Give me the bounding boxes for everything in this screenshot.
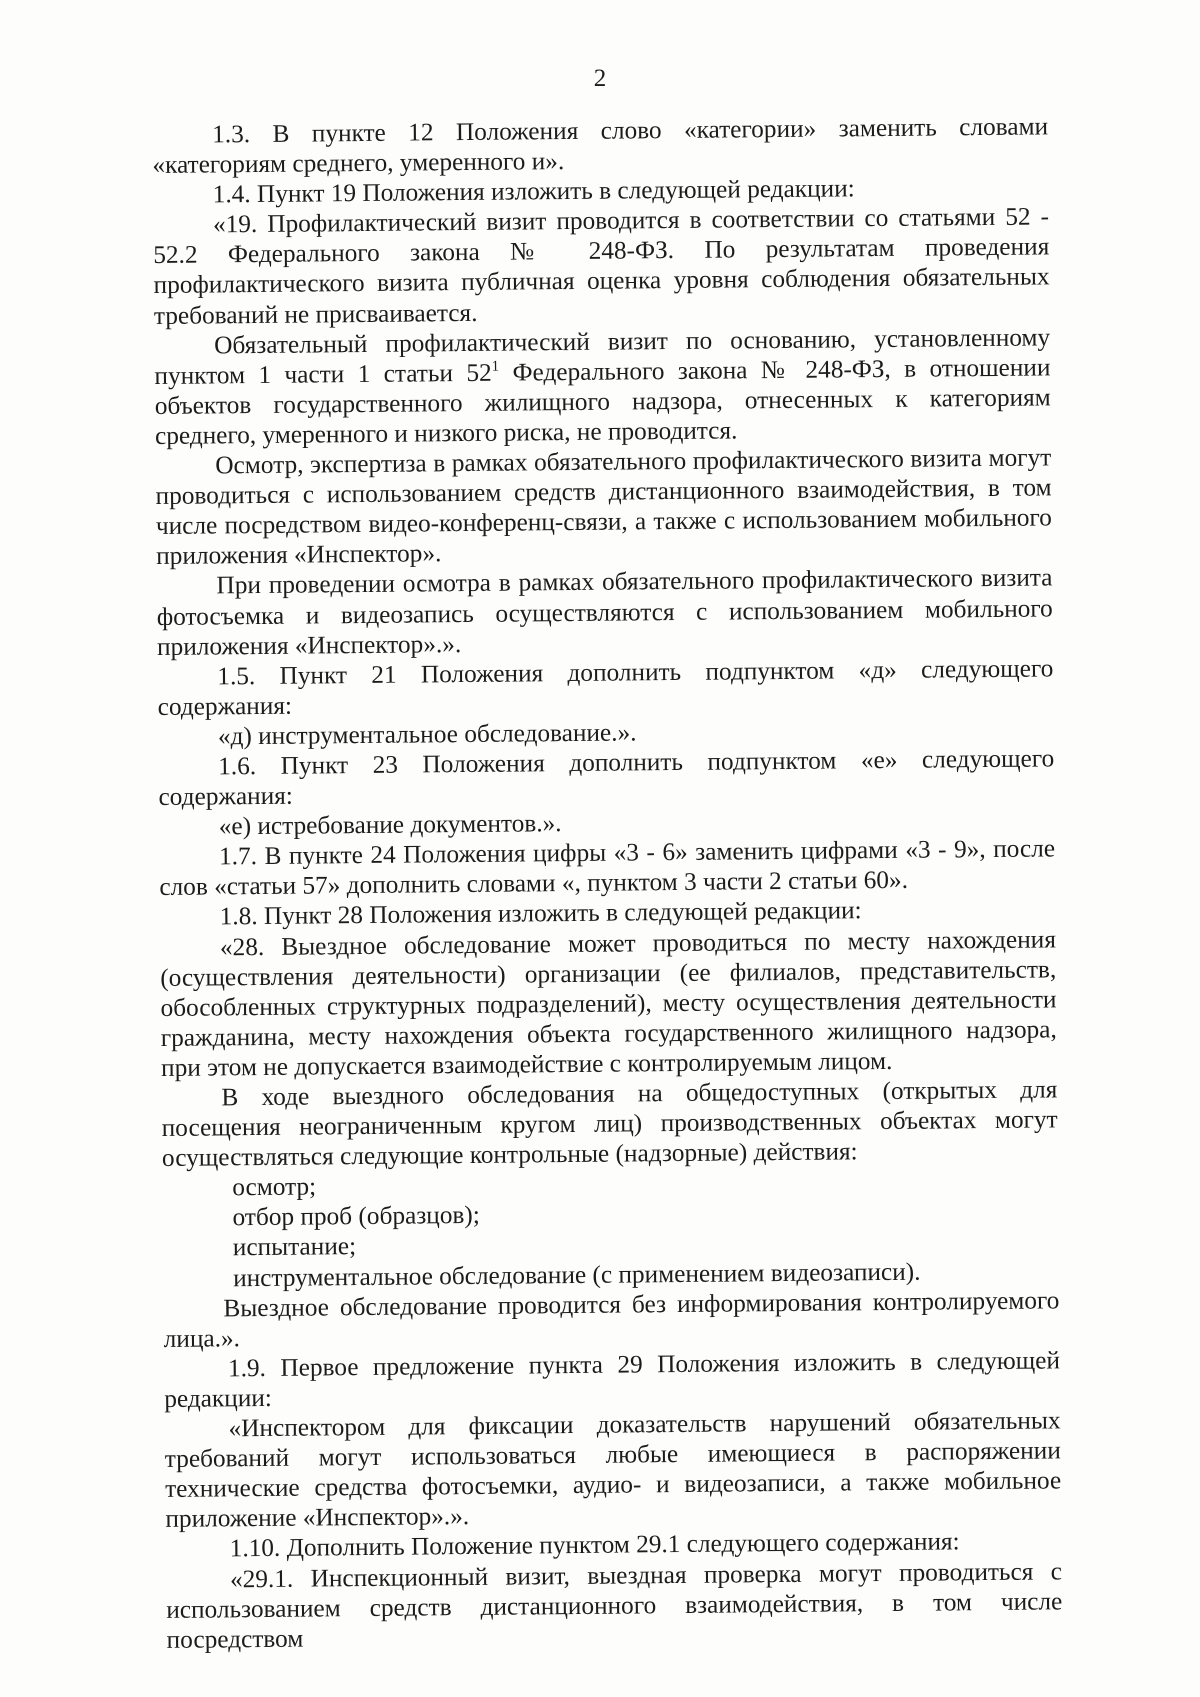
paragraph-inspection-remote: Осмотр, экспертиза в рамках обязательного профилактического визита могут проводиться с использованием средств дистанционного взаимодействия, в том числе посредством видео-конференц-связи, а также с использованием мобильного приложения «Инспектор». bbox=[155, 443, 1052, 571]
list-item-testing: испытание; bbox=[232, 1232, 357, 1262]
list-item-inspection: осмотр; bbox=[232, 1172, 317, 1202]
paragraph-subitem-e: «е) истребование документов.». bbox=[218, 809, 562, 841]
paragraph-1-3: 1.3. В пункте 12 Положения слово «категории» заменить словами «категориям среднего, умеренного и». bbox=[152, 112, 1049, 180]
paragraph-1-7: 1.7. В пункте 24 Положения цифры «3 - 6» заменить цифрами «3 - 9», после слов «статьи 57» дополнить словами «, пунктом 3 части 2 статьи 60». bbox=[159, 834, 1056, 902]
paragraph-item-19: «19. Профилактический визит проводится в соответствии со статьями 52 - 52.2 Федерального закона № 248-ФЗ. По результатам проведения профилактического визита публичная оценка уровня соблюдения обязательных требований не присваивается. bbox=[153, 202, 1050, 330]
list-item-sampling: отбор проб (образцов); bbox=[232, 1201, 480, 1232]
paragraph-1-9: 1.9. Первое предложение пункта 29 Положения изложить в следующей редакции: bbox=[164, 1346, 1061, 1413]
list-item-instrumental-survey: инструментальное обследование (с применением видеозаписи). bbox=[232, 1257, 921, 1292]
paragraph-subitem-d: «д) инструментальное обследование.». bbox=[217, 718, 637, 751]
paragraph-1-4: 1.4. Пункт 19 Положения изложить в следующей редакции: bbox=[212, 174, 855, 209]
paragraph-item-29-1: «29.1. Инспекционный визит, выездная проверка могут проводиться с использованием средств дистанционного взаимодействия, в том числе посредством bbox=[166, 1556, 1063, 1654]
paragraph-inspector-evidence: «Инспектором для фиксации доказательств нарушений обязательных требований могут использоваться любые имеющиеся в распоряжении технические средства фотосъемки, аудио- и видеозаписи, а также мобильное приложение «Инспектор».». bbox=[164, 1406, 1062, 1534]
paragraph-photo-video: При проведении осмотра в рамках обязательного профилактического визита фотосъемка и видеозапись осуществляются с использованием мобильного приложения «Инспектор».». bbox=[156, 563, 1053, 661]
document-body bbox=[152, 111, 1063, 1654]
paragraph-mandatory-visit bbox=[154, 322, 1051, 451]
paragraph-text: Федерального закона № 248-ФЗ, в отношении объектов государственного жилищного надзора, отнесенных к категориям среднего, умеренного и низкого риска, не проводится. bbox=[154, 353, 1051, 450]
paragraph-item-28: «28. Выездное обследование может проводиться по месту нахождения (осуществления деятельности) организации (ее филиалов, представительств, обособленных структурных подразделений), месту осуществления деятельности гражданина, месту нахождения объекта государственного жилищного надзора, при этом не допускается взаимодействие с контролируемым лицом. bbox=[160, 924, 1057, 1082]
paragraph-1-8: 1.8. Пункт 28 Положения изложить в следующей редакции: bbox=[219, 896, 862, 931]
superscript: 1 bbox=[491, 358, 500, 375]
paragraph-text: Обязательный профилактический визит по основанию, установленному пунктом 1 части 1 статьи 52 bbox=[154, 323, 1051, 390]
paragraph-no-notice: Выездное обследование проводится без информирования контролируемого лица.». bbox=[163, 1286, 1060, 1353]
paragraph-1-5: 1.5. Пункт 21 Положения дополнить подпунктом «д» следующего содержания: bbox=[157, 654, 1054, 721]
paragraph-1-10: 1.10. Дополнить Положение пунктом 29.1 следующего содержания: bbox=[229, 1527, 960, 1563]
page-number: 2 bbox=[593, 65, 607, 92]
paragraph-field-survey-actions: В ходе выездного обследования на общедоступных (открытых для посещения неограниченным кругом лиц) производственных объектах могут осуществляться следующие контрольные (надзорные) действия: bbox=[161, 1075, 1058, 1173]
paragraph-1-6: 1.6. Пункт 23 Положения дополнить подпунктом «е» следующего содержания: bbox=[158, 744, 1055, 812]
